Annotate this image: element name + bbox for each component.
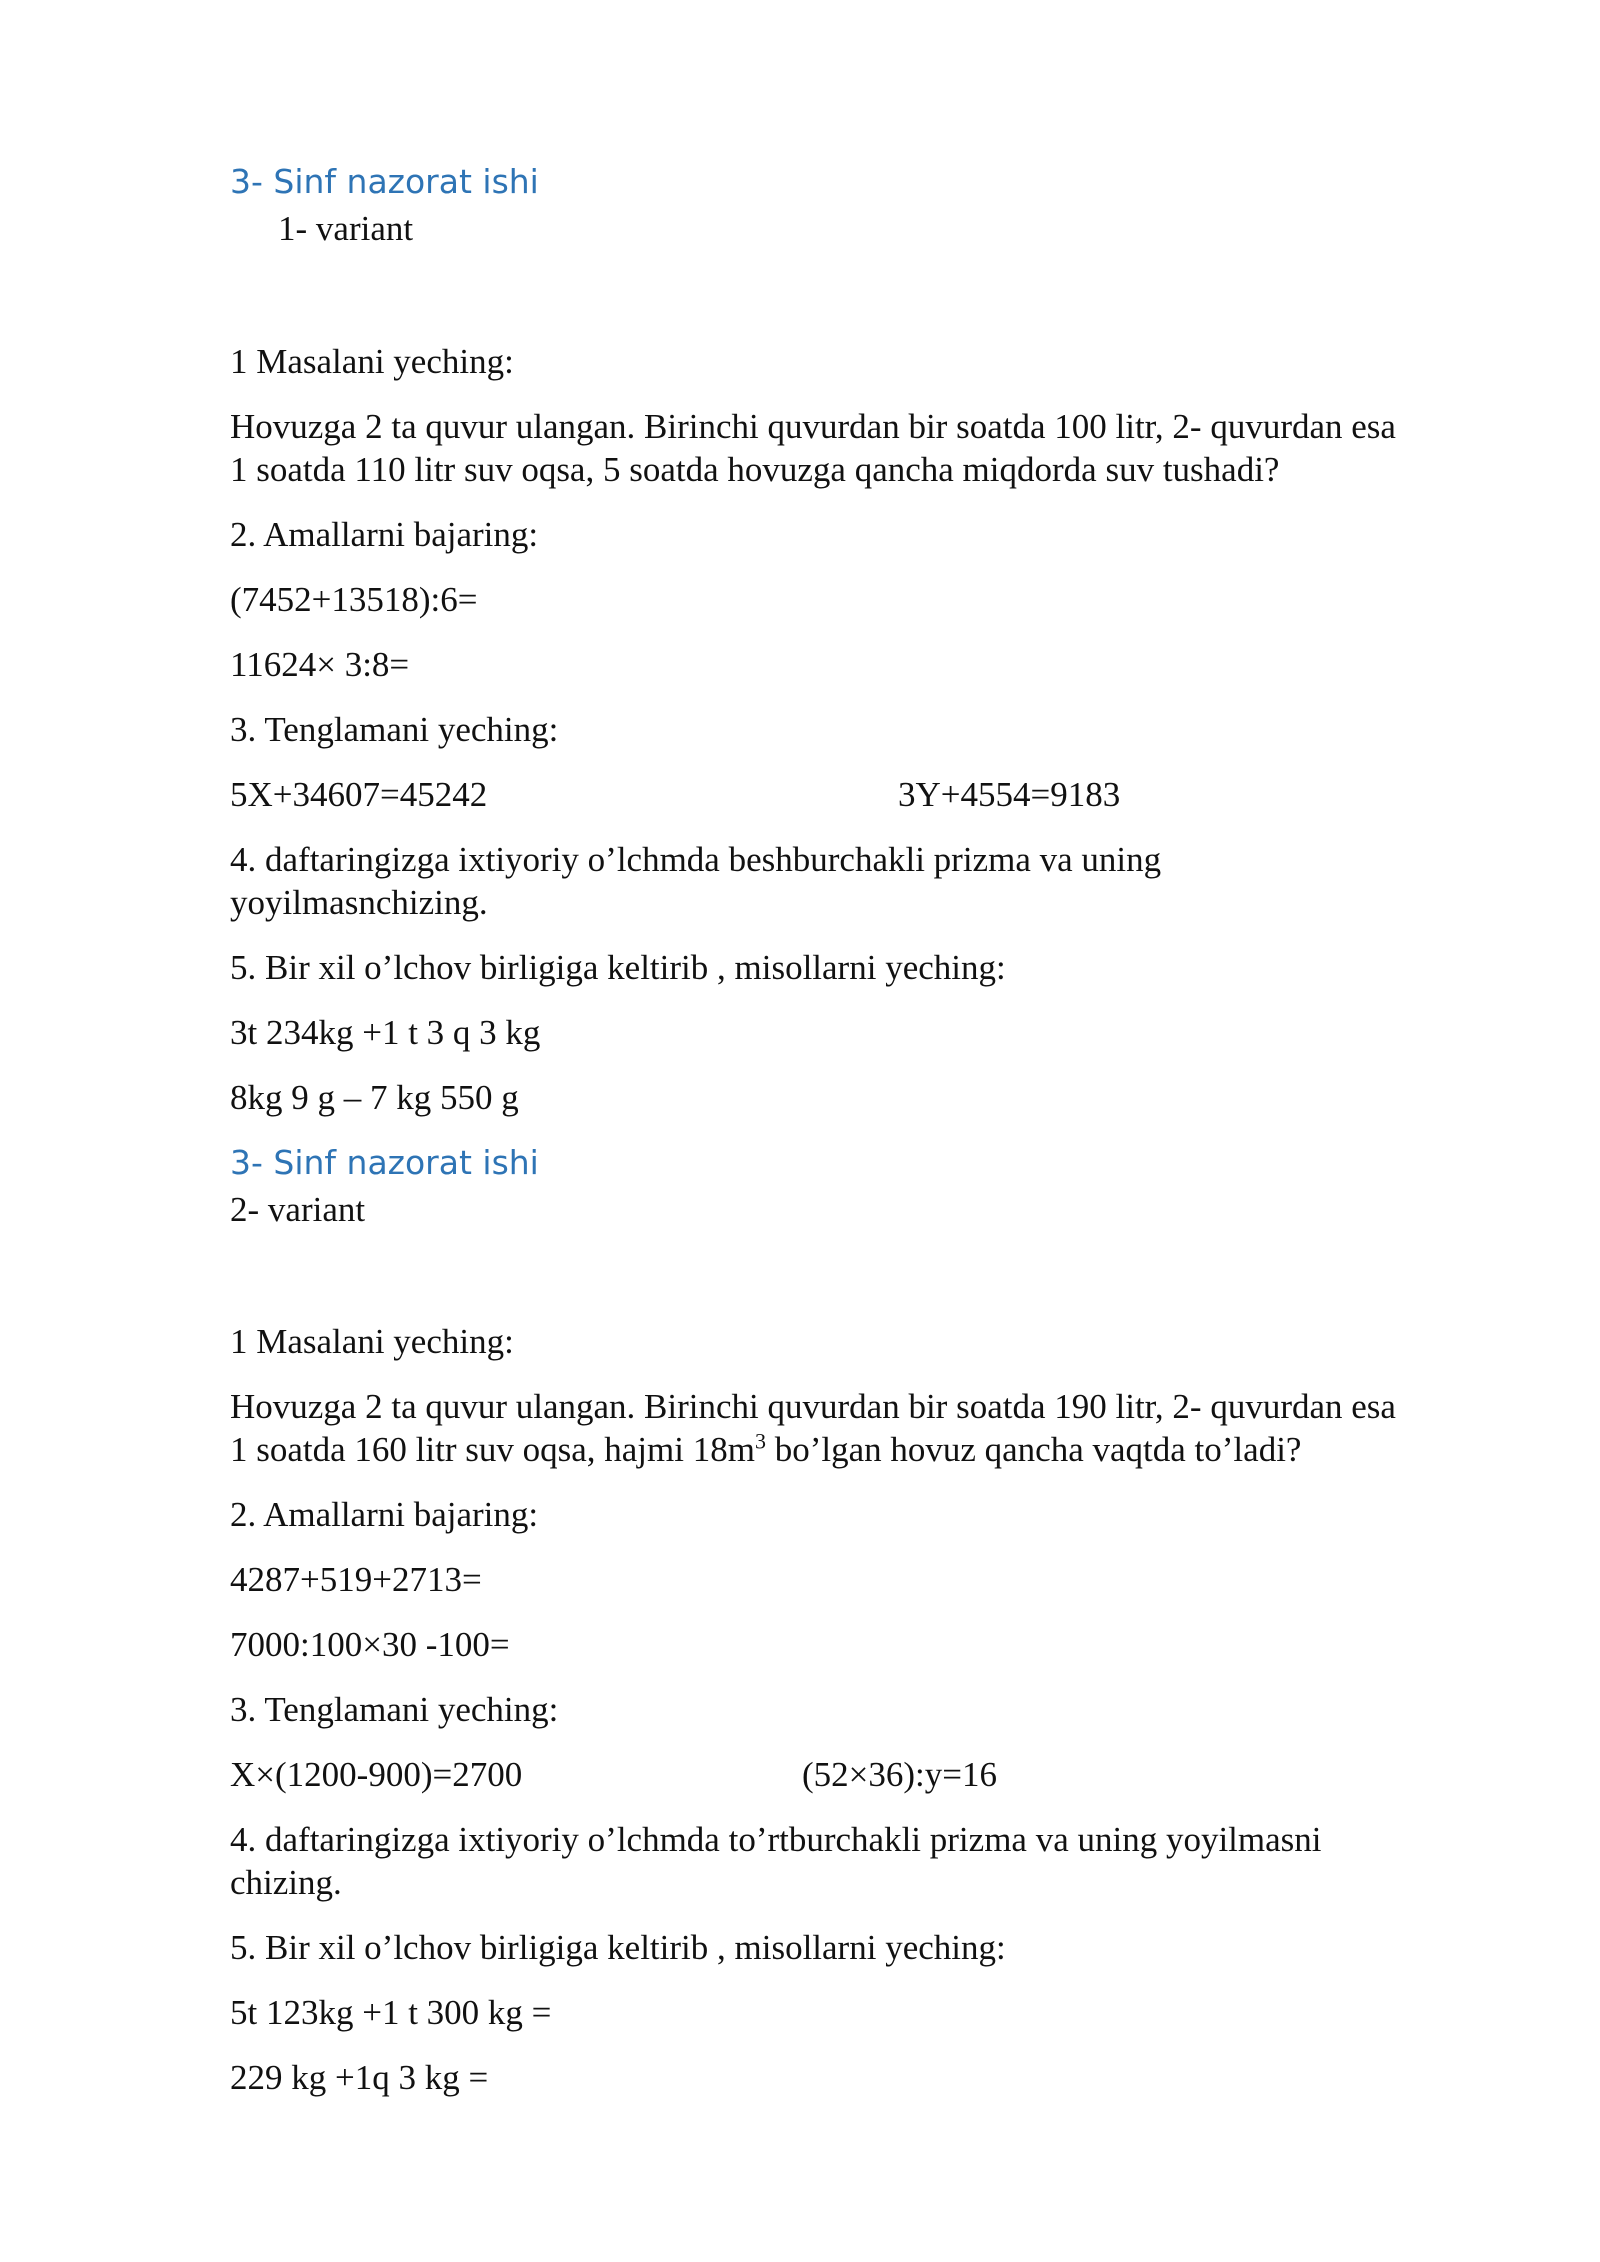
variant1-q1-text-line1: Hovuzga 2 ta quvur ulangan. Birinchi quvurdan bir soatda 100 litr, 2- quvurdan esa bbox=[230, 407, 1396, 446]
variant1-q2-heading: 2. Amallarni bajaring: bbox=[230, 515, 539, 554]
variant2-q1-text-line2-a: 1 soatda 160 litr suv oqsa, hajmi 18m bbox=[230, 1430, 755, 1469]
variant2-q2-expr1: 4287+519+2713= bbox=[230, 1560, 482, 1599]
variant2-q1-superscript: 3 bbox=[754, 1428, 766, 1454]
variant2-label: 2- variant bbox=[230, 1190, 366, 1229]
variant1-title: 3- Sinf nazorat ishi bbox=[230, 162, 539, 201]
variant2-q5-expr2: 229 kg +1q 3 kg = bbox=[230, 2058, 489, 2097]
variant2-q1-text-line2-b: bo’lgan hovuz qancha vaqtda to’ladi? bbox=[765, 1430, 1302, 1469]
variant1-q2-expr2: 11624× 3:8= bbox=[230, 645, 410, 684]
variant1-label: 1- variant bbox=[278, 209, 414, 248]
variant2-q1-text-line1: Hovuzga 2 ta quvur ulangan. Birinchi quvurdan bir soatda 190 litr, 2- quvurdan esa bbox=[230, 1387, 1396, 1426]
variant2-q1-text-line2 bbox=[230, 1428, 1301, 1471]
variant1-q5-expr2: 8kg 9 g – 7 kg 550 g bbox=[230, 1078, 519, 1117]
variant2-q3-eq1: X×(1200-900)=2700 bbox=[230, 1755, 523, 1794]
variant1-q5-heading: 5. Bir xil o’lchov birligiga keltirib , misollarni yeching: bbox=[230, 948, 1006, 987]
variant1-q3-heading: 3. Tenglamani yeching: bbox=[230, 710, 559, 749]
variant2-q4-line1: 4. daftaringizga ixtiyoriy o’lchmda to’rtburchakli prizma va uning yoyilmasni bbox=[230, 1820, 1322, 1859]
variant2-q5-expr1: 5t 123kg +1 t 300 kg = bbox=[230, 1993, 552, 2032]
variant2-q4-line2: chizing. bbox=[230, 1863, 342, 1902]
variant2-q2-heading: 2. Amallarni bajaring: bbox=[230, 1495, 539, 1534]
variant2-q5-heading: 5. Bir xil o’lchov birligiga keltirib , misollarni yeching: bbox=[230, 1928, 1006, 1967]
variant2-title: 3- Sinf nazorat ishi bbox=[230, 1143, 539, 1182]
variant1-q1-heading: 1 Masalani yeching: bbox=[230, 342, 514, 381]
variant1-q1-text-line2: 1 soatda 110 litr suv oqsa, 5 soatda hovuzga qancha miqdorda suv tushadi? bbox=[230, 450, 1280, 489]
variant1-q3-eq2: 3Y+4554=9183 bbox=[898, 775, 1121, 814]
variant1-q3-eq1: 5X+34607=45242 bbox=[230, 775, 488, 814]
variant2-q2-expr2: 7000:100×30 -100= bbox=[230, 1625, 510, 1664]
variant1-q2-expr1: (7452+13518):6= bbox=[230, 580, 478, 619]
variant2-q1-heading: 1 Masalani yeching: bbox=[230, 1322, 514, 1361]
variant1-q5-expr1: 3t 234kg +1 t 3 q 3 kg bbox=[230, 1013, 541, 1052]
variant1-q4-line1: 4. daftaringizga ixtiyoriy o’lchmda beshburchakli prizma va uning bbox=[230, 840, 1162, 879]
variant1-q4-line2: yoyilmasnchizing. bbox=[230, 883, 488, 922]
variant2-q3-heading: 3. Tenglamani yeching: bbox=[230, 1690, 559, 1729]
variant2-q3-eq2: (52×36):y=16 bbox=[802, 1755, 998, 1794]
